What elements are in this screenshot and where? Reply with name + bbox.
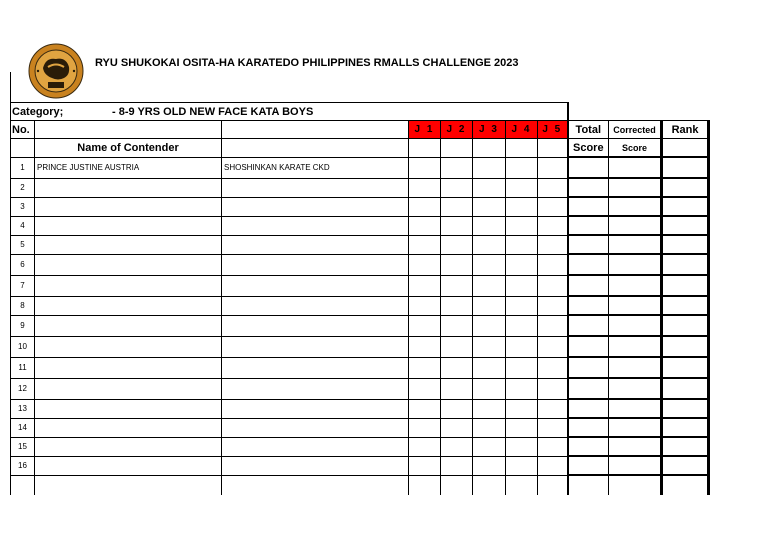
- judge-header: J 1: [409, 121, 441, 139]
- category-cell: [11, 103, 568, 121]
- corrected-score-cell: [609, 475, 662, 495]
- row-number: 8: [11, 296, 35, 315]
- judge-score-cell: [506, 475, 538, 495]
- total-score-cell: [568, 437, 609, 456]
- judge-score-cell: [538, 315, 568, 336]
- corrected-score-cell: [609, 437, 662, 456]
- judge-score-cell: [506, 296, 538, 315]
- blank-header: [506, 139, 538, 158]
- table-row: [11, 296, 709, 315]
- judge-score-cell: [441, 437, 473, 456]
- contender-name: [35, 456, 222, 475]
- corrected-score-cell: [609, 275, 662, 296]
- judge-score-cell: [409, 178, 441, 197]
- judge-score-cell: [538, 418, 568, 437]
- rank-cell: [662, 178, 709, 197]
- corrected-score-cell: [609, 456, 662, 475]
- judge-score-cell: [473, 437, 506, 456]
- row-number: 16: [11, 456, 35, 475]
- contender-name: [35, 437, 222, 456]
- corrected-header: Corrected: [609, 121, 662, 139]
- contender-name: [35, 475, 222, 495]
- total-score-cell: [568, 378, 609, 399]
- judge-score-cell: [538, 216, 568, 235]
- no-header: No.: [11, 121, 35, 139]
- total-score-cell: [568, 456, 609, 475]
- score-sheet: [10, 102, 710, 495]
- category-row: [11, 103, 709, 121]
- judge-score-cell: [473, 178, 506, 197]
- judge-score-cell: [538, 357, 568, 378]
- judge-score-cell: [506, 275, 538, 296]
- judge-score-cell: [506, 437, 538, 456]
- contender-name: [35, 315, 222, 336]
- rank-header: Rank: [662, 121, 709, 139]
- margin-rule: [10, 72, 11, 102]
- contender-name: [35, 197, 222, 216]
- rank-cell: [662, 399, 709, 418]
- total-score-cell: [568, 336, 609, 357]
- judge-score-cell: [538, 235, 568, 254]
- judge-score-cell: [506, 197, 538, 216]
- row-number: 15: [11, 437, 35, 456]
- rank-cell: [662, 216, 709, 235]
- judge-score-cell: [538, 296, 568, 315]
- contender-club: [222, 254, 409, 275]
- corrected-score-cell: [609, 216, 662, 235]
- judge-score-cell: [506, 254, 538, 275]
- judge-score-cell: [473, 197, 506, 216]
- judge-score-cell: [506, 315, 538, 336]
- judge-score-cell: [441, 456, 473, 475]
- rank-header-sub: [662, 139, 709, 158]
- judge-score-cell: [506, 456, 538, 475]
- corrected-score-cell: [609, 418, 662, 437]
- judge-score-cell: [538, 378, 568, 399]
- judge-score-cell: [409, 235, 441, 254]
- blank-header: [538, 139, 568, 158]
- total-score-cell: [568, 235, 609, 254]
- judge-score-cell: [409, 437, 441, 456]
- judge-header: J 3: [473, 121, 506, 139]
- judge-header: J 4: [506, 121, 538, 139]
- rank-cell: [662, 197, 709, 216]
- row-number: [11, 475, 35, 495]
- corrected-score-cell: [609, 378, 662, 399]
- contender-name: [35, 178, 222, 197]
- total-score-cell: [568, 399, 609, 418]
- judge-score-cell: [409, 475, 441, 495]
- contender-club: [222, 235, 409, 254]
- judge-score-cell: [441, 399, 473, 418]
- contender-club: [222, 336, 409, 357]
- judge-score-cell: [409, 315, 441, 336]
- judge-score-cell: [473, 315, 506, 336]
- row-number: 7: [11, 275, 35, 296]
- contender-name: PRINCE JUSTINE AUSTRIA: [35, 157, 222, 178]
- blank-header: [473, 139, 506, 158]
- judge-score-cell: [409, 275, 441, 296]
- judge-score-cell: [473, 275, 506, 296]
- blank-header: [11, 139, 35, 158]
- total-score-cell: [568, 178, 609, 197]
- judge-score-cell: [506, 235, 538, 254]
- judge-score-cell: [538, 157, 568, 178]
- rank-cell: [662, 157, 709, 178]
- table-row: [11, 475, 709, 495]
- total-score-cell: [568, 157, 609, 178]
- row-number: 2: [11, 178, 35, 197]
- total-score-cell: [568, 475, 609, 495]
- rank-cell: [662, 336, 709, 357]
- judge-score-cell: [409, 216, 441, 235]
- rank-cell: [662, 296, 709, 315]
- blank-header: [441, 139, 473, 158]
- total-score-cell: [568, 197, 609, 216]
- judge-score-cell: [441, 254, 473, 275]
- blank-header: [35, 121, 222, 139]
- judge-score-cell: [409, 296, 441, 315]
- contender-club: [222, 357, 409, 378]
- judge-score-cell: [441, 336, 473, 357]
- table-row: [11, 178, 709, 197]
- document-title: RYU SHUKOKAI OSITA-HA KARATEDO PHILIPPINES RMALLS CHALLENGE 2023: [95, 57, 519, 69]
- corrected-header-sub: Score: [609, 139, 662, 158]
- total-header-sub: Score: [568, 139, 609, 158]
- row-number: 13: [11, 399, 35, 418]
- corrected-score-cell: [609, 197, 662, 216]
- corrected-score-cell: [609, 399, 662, 418]
- contender-name: [35, 357, 222, 378]
- judge-score-cell: [441, 235, 473, 254]
- category-blank: [568, 103, 709, 121]
- row-number: 14: [11, 418, 35, 437]
- row-number: 12: [11, 378, 35, 399]
- judge-score-cell: [473, 216, 506, 235]
- judge-score-cell: [473, 399, 506, 418]
- karate-emblem-icon: [28, 43, 84, 99]
- rank-cell: [662, 235, 709, 254]
- corrected-score-cell: [609, 296, 662, 315]
- judge-score-cell: [506, 418, 538, 437]
- judge-score-cell: [506, 399, 538, 418]
- judge-score-cell: [441, 475, 473, 495]
- contender-club: [222, 378, 409, 399]
- row-number: 5: [11, 235, 35, 254]
- rank-cell: [662, 378, 709, 399]
- contender-club: [222, 399, 409, 418]
- corrected-score-cell: [609, 357, 662, 378]
- judge-score-cell: [538, 437, 568, 456]
- corrected-score-cell: [609, 336, 662, 357]
- judge-score-cell: [441, 275, 473, 296]
- table-row: [11, 399, 709, 418]
- blank-header: [222, 121, 409, 139]
- contender-club: [222, 475, 409, 495]
- total-score-cell: [568, 315, 609, 336]
- judge-score-cell: [473, 475, 506, 495]
- judge-score-cell: [441, 197, 473, 216]
- judge-score-cell: [441, 178, 473, 197]
- judge-score-cell: [409, 254, 441, 275]
- judge-score-cell: [441, 357, 473, 378]
- contender-club: [222, 315, 409, 336]
- judge-score-cell: [409, 418, 441, 437]
- judge-score-cell: [473, 235, 506, 254]
- row-number: 9: [11, 315, 35, 336]
- row-number: 3: [11, 197, 35, 216]
- judge-score-cell: [409, 456, 441, 475]
- table-row: [11, 216, 709, 235]
- table-row: [11, 357, 709, 378]
- judge-score-cell: [538, 475, 568, 495]
- judge-score-cell: [409, 157, 441, 178]
- contender-name: [35, 418, 222, 437]
- contender-name: [35, 399, 222, 418]
- contender-club: [222, 197, 409, 216]
- contender-club: [222, 437, 409, 456]
- corrected-score-cell: [609, 157, 662, 178]
- judge-score-cell: [441, 157, 473, 178]
- contender-club: [222, 296, 409, 315]
- table-row: [11, 254, 709, 275]
- contender-name: [35, 336, 222, 357]
- judge-header: J 2: [441, 121, 473, 139]
- judge-score-cell: [538, 197, 568, 216]
- contender-club: [222, 275, 409, 296]
- judge-score-cell: [441, 315, 473, 336]
- table-row: [11, 378, 709, 399]
- total-score-cell: [568, 418, 609, 437]
- judge-score-cell: [473, 378, 506, 399]
- judge-score-cell: [441, 216, 473, 235]
- judge-score-cell: [506, 357, 538, 378]
- judge-score-cell: [409, 378, 441, 399]
- judge-score-cell: [473, 296, 506, 315]
- judge-score-cell: [441, 296, 473, 315]
- judge-score-cell: [473, 418, 506, 437]
- total-header: Total: [568, 121, 609, 139]
- contender-name: [35, 235, 222, 254]
- row-number: 6: [11, 254, 35, 275]
- table-row: [11, 437, 709, 456]
- rank-cell: [662, 254, 709, 275]
- rank-cell: [662, 275, 709, 296]
- judge-score-cell: [409, 197, 441, 216]
- rank-cell: [662, 315, 709, 336]
- table-row: [11, 315, 709, 336]
- table-row: [11, 418, 709, 437]
- total-score-cell: [568, 296, 609, 315]
- judge-score-cell: [538, 456, 568, 475]
- total-score-cell: [568, 254, 609, 275]
- row-number: 4: [11, 216, 35, 235]
- rank-cell: [662, 418, 709, 437]
- contender-name: [35, 275, 222, 296]
- contender-club: [222, 456, 409, 475]
- rank-cell: [662, 456, 709, 475]
- category-label: Category;: [12, 105, 64, 118]
- blank-header: [409, 139, 441, 158]
- corrected-score-cell: [609, 254, 662, 275]
- blank-header: [222, 139, 409, 158]
- contender-name: [35, 216, 222, 235]
- row-number: 10: [11, 336, 35, 357]
- rank-cell: [662, 437, 709, 456]
- judge-score-cell: [473, 456, 506, 475]
- judge-score-cell: [441, 378, 473, 399]
- rank-cell: [662, 357, 709, 378]
- contender-name: [35, 296, 222, 315]
- table-row: [11, 456, 709, 475]
- rank-cell: [662, 475, 709, 495]
- judge-score-cell: [506, 157, 538, 178]
- contender-club: [222, 178, 409, 197]
- judge-score-cell: [538, 336, 568, 357]
- judge-score-cell: [409, 336, 441, 357]
- judge-score-cell: [506, 178, 538, 197]
- total-score-cell: [568, 275, 609, 296]
- corrected-score-cell: [609, 235, 662, 254]
- judge-score-cell: [538, 275, 568, 296]
- category-value: - 8-9 YRS OLD NEW FACE KATA BOYS: [112, 105, 314, 118]
- table-row: [11, 157, 709, 178]
- judge-score-cell: [538, 254, 568, 275]
- contender-name: [35, 254, 222, 275]
- judge-score-cell: [441, 418, 473, 437]
- judge-score-cell: [506, 216, 538, 235]
- table-row: [11, 235, 709, 254]
- total-score-cell: [568, 357, 609, 378]
- corrected-score-cell: [609, 178, 662, 197]
- row-number: 1: [11, 157, 35, 178]
- judge-score-cell: [473, 336, 506, 357]
- judge-score-cell: [538, 178, 568, 197]
- name-header: Name of Contender: [35, 139, 222, 158]
- table-row: [11, 197, 709, 216]
- contender-club: [222, 418, 409, 437]
- contender-name: [35, 378, 222, 399]
- judge-score-cell: [473, 357, 506, 378]
- total-score-cell: [568, 216, 609, 235]
- contender-club: [222, 216, 409, 235]
- header-row-1: [11, 121, 709, 139]
- judge-score-cell: [506, 378, 538, 399]
- judge-score-cell: [506, 336, 538, 357]
- judge-score-cell: [473, 157, 506, 178]
- judge-score-cell: [409, 399, 441, 418]
- row-number: 11: [11, 357, 35, 378]
- judge-score-cell: [538, 399, 568, 418]
- judge-score-cell: [473, 254, 506, 275]
- contender-club: SHOSHINKAN KARATE CKD: [222, 157, 409, 178]
- judge-header: J 5: [538, 121, 568, 139]
- table-row: [11, 275, 709, 296]
- table-row: [11, 336, 709, 357]
- corrected-score-cell: [609, 315, 662, 336]
- judge-score-cell: [409, 357, 441, 378]
- header-row-2: [11, 139, 709, 158]
